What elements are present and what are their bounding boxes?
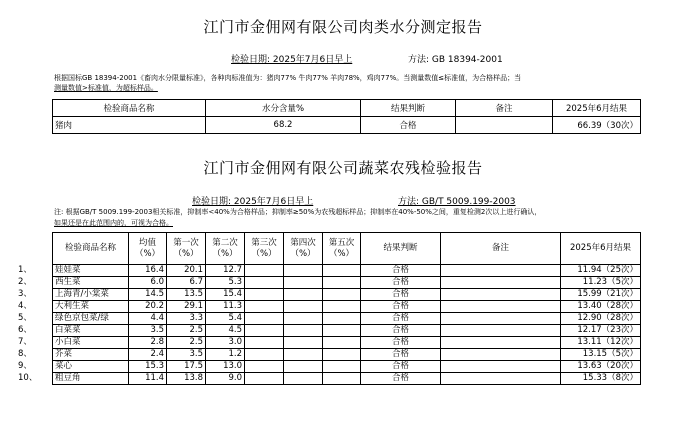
row-number: 8、: [18, 349, 32, 359]
june-result: 13.11（12次）: [561, 337, 641, 349]
test-1-value: 2.5: [167, 325, 206, 337]
test-2-value: 13.0: [206, 361, 245, 373]
test-5-value: [323, 373, 361, 385]
table-row: [53, 349, 641, 361]
test-5-value: [323, 337, 361, 349]
veg-note-line1: 注: 根据GB/T 5009.199-2003相关标准，抑制率<40%为合格样品；抑制率≥50%为农残超标样品；抑制率在40%-50%之间，重复检测2次以上进行确认，: [54, 208, 542, 216]
result: 合格: [361, 361, 441, 373]
row-number-column: [18, 264, 37, 384]
test-4-value: [284, 337, 323, 349]
remark: [441, 289, 561, 301]
test-4-value: [284, 373, 323, 385]
table-header-row: [53, 100, 641, 117]
test-1-value: 13.8: [167, 373, 206, 385]
june-result: 13.15（5次）: [561, 349, 641, 361]
june-result: 11.94（25次）: [561, 265, 641, 277]
test-4-value: [284, 313, 323, 325]
header-average: 均值（%）: [129, 233, 167, 265]
june-result: 66.39（30次）: [553, 117, 641, 134]
june-result: 15.33（8次）: [561, 373, 641, 385]
test-2-value: 11.3: [206, 301, 245, 313]
meat-note-line1: 根据国标GB 18394-2001《畜肉水分限量标准》，各种肉标准值为：猪肉77% 牛肉77% 羊肉78%，鸡肉77%。当测量数值≤标准值，为合格样品；当: [54, 74, 522, 82]
product-name: 菜心: [53, 361, 129, 373]
row-number: 1、: [18, 265, 32, 275]
remark: [441, 265, 561, 277]
header-test-3: 第三次（%）: [245, 233, 284, 265]
header-remark: 备注: [456, 100, 553, 117]
test-4-value: [284, 265, 323, 277]
test-4-value: [284, 325, 323, 337]
header-june-result: 2025年6月结果: [561, 233, 641, 265]
average-value: 14.5: [129, 289, 167, 301]
header-june-result: 2025年6月结果: [553, 100, 641, 117]
result: 合格: [361, 117, 456, 134]
result: 合格: [361, 265, 441, 277]
test-3-value: [245, 301, 284, 313]
veg-test-method: 方法: GB/T 5009.199-2003: [398, 197, 516, 207]
average-value: 15.3: [129, 361, 167, 373]
test-3-value: [245, 313, 284, 325]
test-5-value: [323, 301, 361, 313]
table-header-row: [53, 233, 641, 265]
remark: [441, 313, 561, 325]
june-result: 11.23（5次）: [561, 277, 641, 289]
test-2-value: 12.7: [206, 265, 245, 277]
test-1-value: 2.5: [167, 337, 206, 349]
table-row: [53, 325, 641, 337]
test-3-value: [245, 373, 284, 385]
result: 合格: [361, 301, 441, 313]
result: 合格: [361, 277, 441, 289]
header-test-1: 第一次（%）: [167, 233, 206, 265]
test-1-value: 13.5: [167, 289, 206, 301]
vegetable-pesticide-table: [52, 232, 641, 385]
header-moisture: 水分含量%: [206, 100, 361, 117]
test-3-value: [245, 325, 284, 337]
test-2-value: 4.5: [206, 325, 245, 337]
average-value: 16.4: [129, 265, 167, 277]
remark: [441, 337, 561, 349]
average-value: 20.2: [129, 301, 167, 313]
test-5-value: [323, 325, 361, 337]
june-result: 12.90（28次）: [561, 313, 641, 325]
product-name: 西生菜: [53, 277, 129, 289]
test-3-value: [245, 265, 284, 277]
result: 合格: [361, 337, 441, 349]
table-row: [53, 361, 641, 373]
test-2-value: 5.3: [206, 277, 245, 289]
table-row: [53, 265, 641, 277]
test-3-value: [245, 289, 284, 301]
test-2-value: 15.4: [206, 289, 245, 301]
row-number: 4、: [18, 301, 32, 311]
remark: [441, 277, 561, 289]
product-name: 上海青/小棠菜: [53, 289, 129, 301]
result: 合格: [361, 289, 441, 301]
product-name: 粗豆角: [53, 373, 129, 385]
product-name: 娃娃菜: [53, 265, 129, 277]
test-5-value: [323, 349, 361, 361]
test-5-value: [323, 289, 361, 301]
remark: [441, 361, 561, 373]
average-value: 2.4: [129, 349, 167, 361]
result: 合格: [361, 325, 441, 337]
table-row: [53, 301, 641, 313]
test-3-value: [245, 337, 284, 349]
header-product-name: 检验商品名称: [53, 233, 129, 265]
product-name: 小白菜: [53, 337, 129, 349]
product-name: 白菜菜: [53, 325, 129, 337]
test-2-value: 9.0: [206, 373, 245, 385]
test-1-value: 29.1: [167, 301, 206, 313]
row-number: 5、: [18, 313, 32, 323]
test-4-value: [284, 301, 323, 313]
june-result: 13.63（20次）: [561, 361, 641, 373]
average-value: 11.4: [129, 373, 167, 385]
test-4-value: [284, 277, 323, 289]
table-row: [53, 277, 641, 289]
row-number: 6、: [18, 325, 32, 335]
average-value: 6.0: [129, 277, 167, 289]
average-value: 2.8: [129, 337, 167, 349]
header-remark: 备注: [441, 233, 561, 265]
remark: [456, 117, 553, 134]
result: 合格: [361, 349, 441, 361]
header-result: 结果判断: [361, 233, 441, 265]
remark: [441, 325, 561, 337]
moisture-value: 68.2: [206, 117, 361, 134]
table-row: [53, 373, 641, 385]
test-3-value: [245, 361, 284, 373]
row-number: 9、: [18, 361, 32, 371]
veg-note-line2: 如果还是在此范围内的，可视为合格。: [54, 219, 173, 227]
test-1-value: 17.5: [167, 361, 206, 373]
header-product-name: 检验商品名称: [53, 100, 206, 117]
row-number: 3、: [18, 289, 32, 299]
test-3-value: [245, 277, 284, 289]
test-4-value: [284, 349, 323, 361]
test-2-value: 5.4: [206, 313, 245, 325]
vegetable-report-title: 江门市金佣网有限公司蔬菜农残检验报告: [203, 159, 483, 177]
product-name: 大利生菜: [53, 301, 129, 313]
remark: [441, 349, 561, 361]
table-row: [53, 313, 641, 325]
test-5-value: [323, 313, 361, 325]
table-row: [53, 289, 641, 301]
row-number: 2、: [18, 277, 32, 287]
remark: [441, 301, 561, 313]
meat-report-title: 江门市金佣网有限公司肉类水分测定报告: [203, 18, 483, 36]
table-row: [53, 337, 641, 349]
test-1-value: 20.1: [167, 265, 206, 277]
test-5-value: [323, 265, 361, 277]
meat-test-method: 方法: GB 18394-2001: [408, 55, 503, 65]
test-2-value: 3.0: [206, 337, 245, 349]
june-result: 13.40（28次）: [561, 301, 641, 313]
header-test-5: 第五次（%）: [323, 233, 361, 265]
test-1-value: 3.3: [167, 313, 206, 325]
product-name: 绿色京包菜/绿: [53, 313, 129, 325]
average-value: 3.5: [129, 325, 167, 337]
test-5-value: [323, 277, 361, 289]
header-test-2: 第二次（%）: [206, 233, 245, 265]
test-5-value: [323, 361, 361, 373]
result: 合格: [361, 373, 441, 385]
test-4-value: [284, 361, 323, 373]
average-value: 4.4: [129, 313, 167, 325]
row-number: 7、: [18, 337, 32, 347]
test-3-value: [245, 349, 284, 361]
header-test-4: 第四次（%）: [284, 233, 323, 265]
june-result: 15.99（21次）: [561, 289, 641, 301]
test-1-value: 3.5: [167, 349, 206, 361]
meat-test-date: 检验日期: 2025年7月6日早上: [231, 55, 353, 65]
veg-test-date: 检验日期: 2025年7月6日早上: [192, 197, 314, 207]
meat-note-line2: 测量数值>标准值，为超标样品。: [54, 84, 158, 92]
header-result: 结果判断: [361, 100, 456, 117]
product-name: 猪肉: [53, 117, 206, 134]
test-2-value: 1.2: [206, 349, 245, 361]
test-1-value: 6.7: [167, 277, 206, 289]
product-name: 芥菜: [53, 349, 129, 361]
table-row: [53, 117, 641, 134]
result: 合格: [361, 313, 441, 325]
remark: [441, 373, 561, 385]
june-result: 12.17（23次）: [561, 325, 641, 337]
test-4-value: [284, 289, 323, 301]
meat-moisture-table: [52, 99, 641, 134]
row-number: 10、: [18, 373, 38, 383]
